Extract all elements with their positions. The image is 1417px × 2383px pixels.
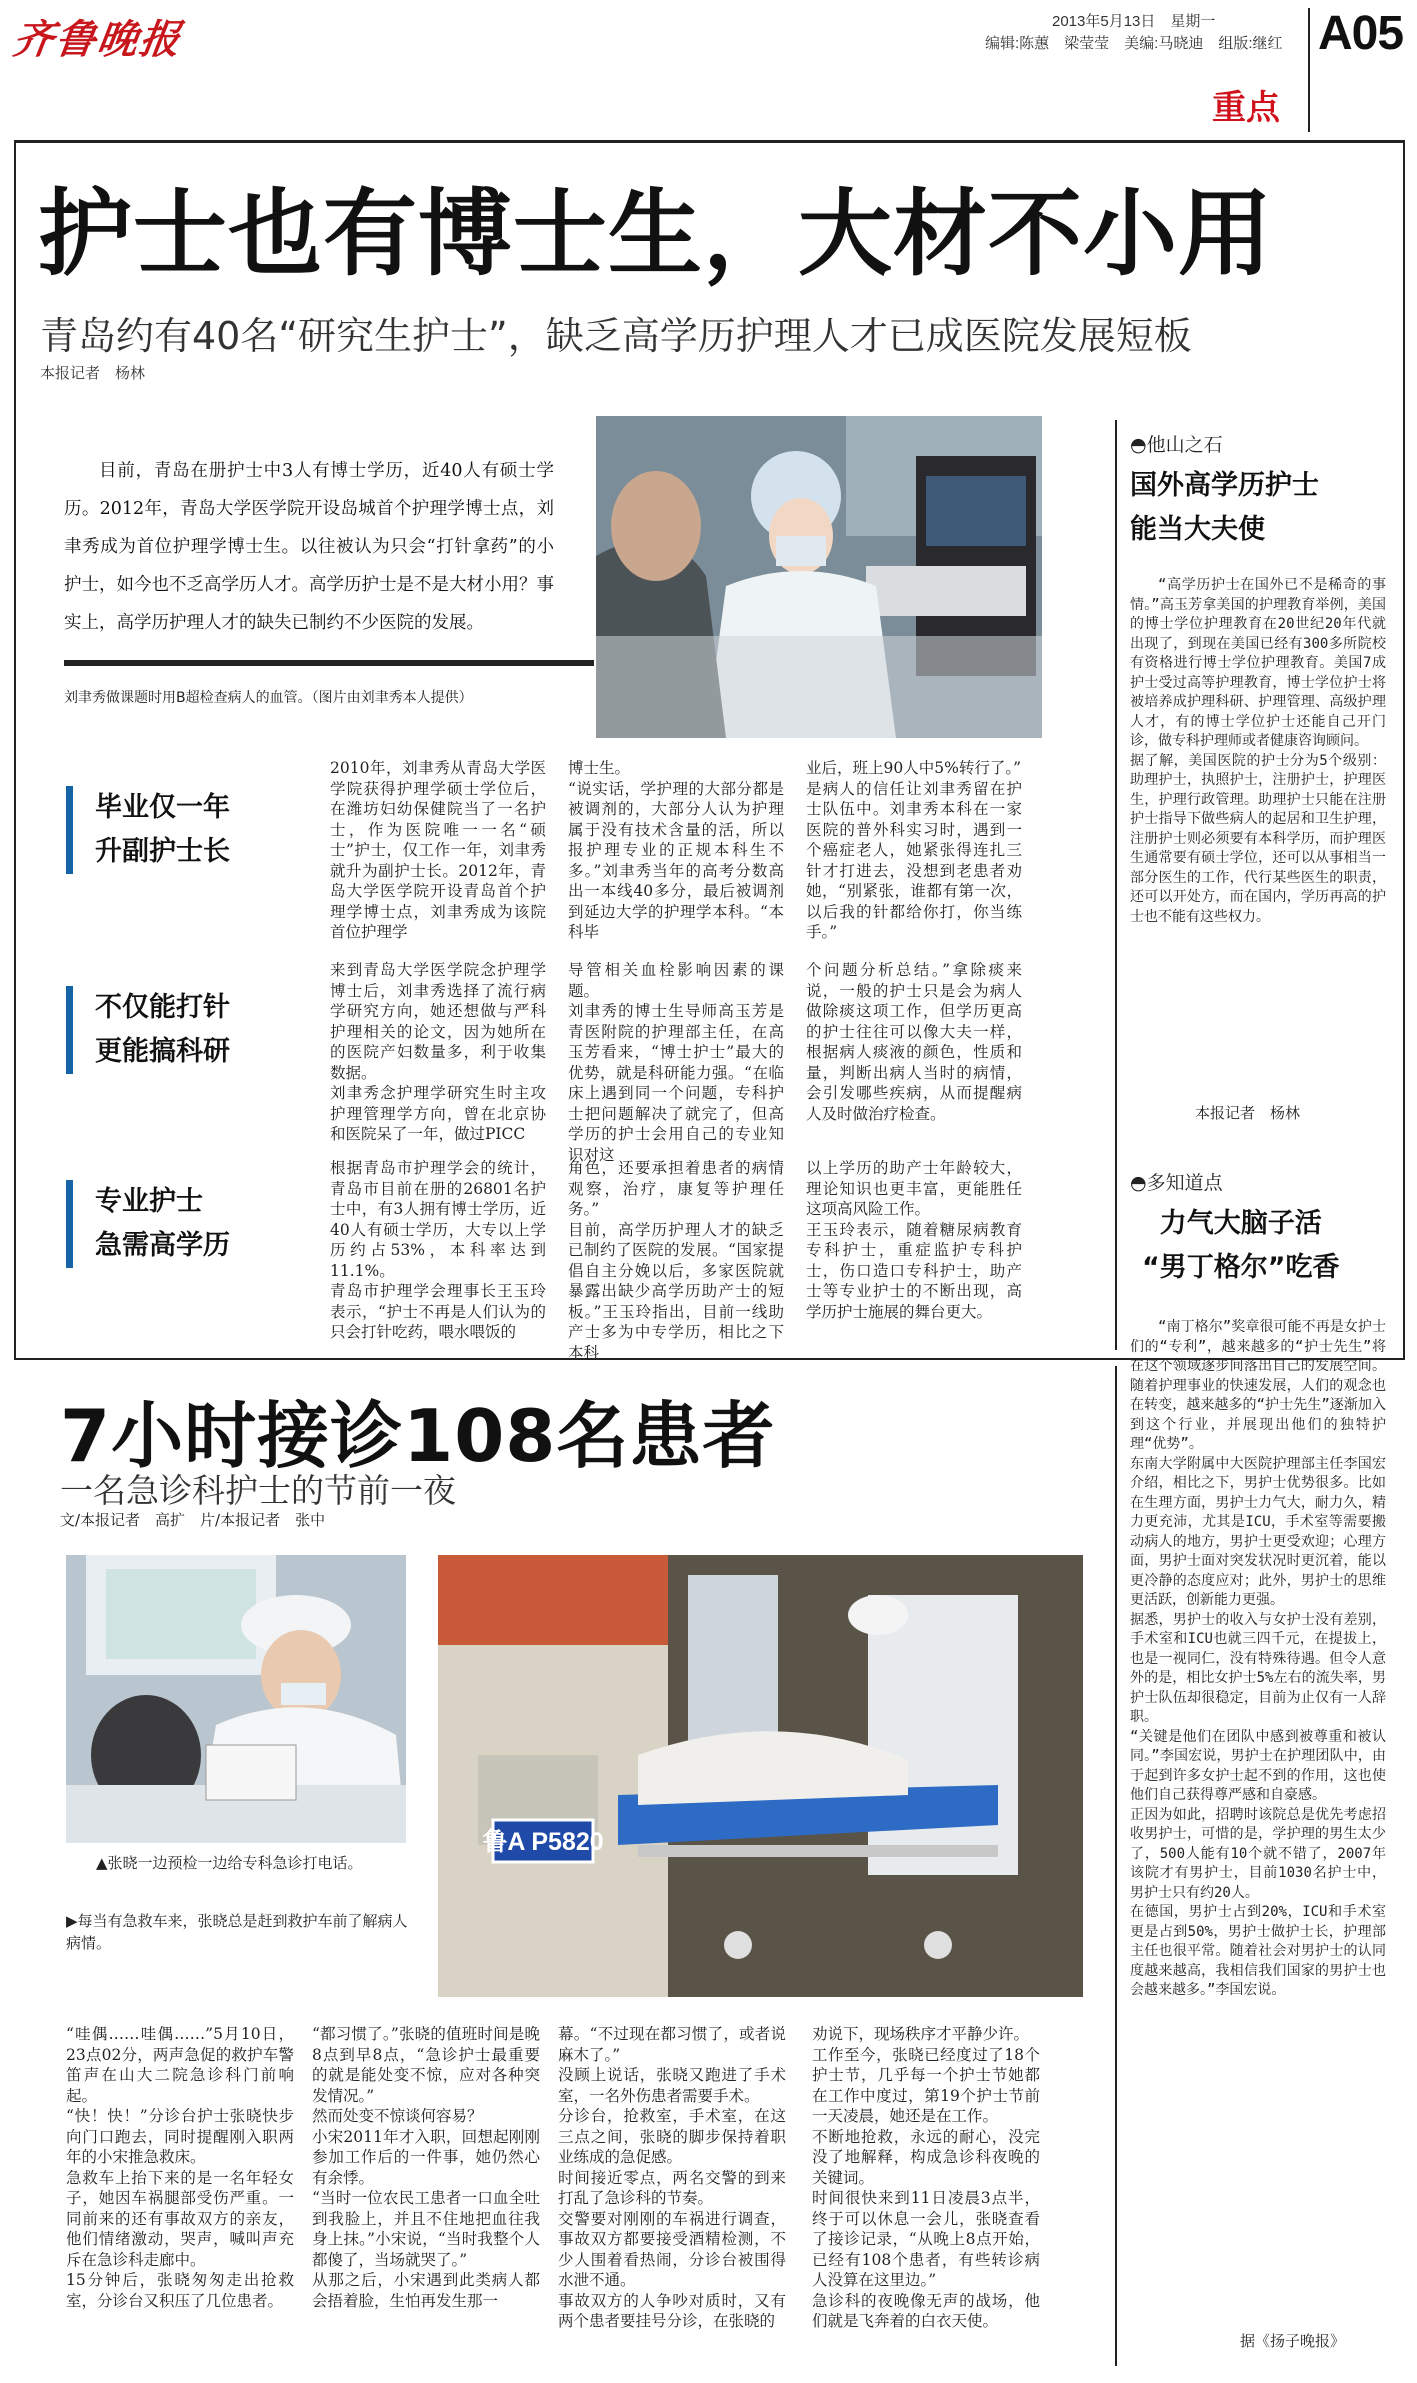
section-3-col-1: 根据青岛市护理学会的统计，青岛市目前在册的26801名护士中，有3人拥有博士学历，近40人有硕士学历，大专以上学历约占53%，本科率达到11.1%。 青岛市护理学会理事长王玉玲表示，“护士不再是人们认为的只会打针吃药，喂水喂饭的 [330, 1159, 546, 1341]
sidebar-2-kicker [1130, 1168, 1223, 1195]
circle-bullet-icon: ◓ [1130, 1172, 1147, 1194]
section-3-col-3: 以上学历的助产士年龄较大，理论知识也更丰富，更能胜任这项高风险工作。 王玉玲表示，随着糖尿病教育专科护士，重症监护专科护士，伤口造口专科护士，助产士等专业护士的不断出现，高学历护士施展的舞台更大。 [806, 1159, 1022, 1321]
sidebar-1-kicker [1130, 430, 1223, 457]
story-2-byline: 文/本报记者 高扩 片/本报记者 张中 [60, 1511, 326, 1529]
sidebar-2-kicker-text: 多知道点 [1146, 1172, 1223, 1194]
photo-caption: 刘聿秀做课题时用B超检查病人的血管。（图片由刘聿秀本人提供） [64, 690, 473, 706]
story-frame-left [14, 140, 16, 1360]
section-1-col-3: 业后，班上90人中5%转行了。” 是病人的信任让刘聿秀留在护士队伍中。刘聿秀本科在一家医院的普外科实习时，遇到一个癌症老人，她紧张得连扎三针才打进去，没想到老患者劝她，“别紧张，谁都有第一次，以后我的针都给你打，你当练手。” [806, 759, 1022, 941]
subhead-2 [66, 986, 276, 1074]
subhead-1 [66, 786, 276, 874]
headline: 护士也有博士生，大材不小用 [38, 180, 1274, 289]
triage-desk-photo [66, 1555, 406, 1843]
story-2-col-2: “都习惯了。”张晓的值班时间是晚8点到早8点，“急诊护士最重要的就是能处变不惊，应对各种突发情况。” 然而处变不惊谈何容易？ 小宋2011年才入职，回想起刚刚参加工作后的一件事，她仍然心有余悸。 “当时一位农民工患者一口血全吐到我脸上，并且不住地把血往我身上抹。”小宋说，“当时我整个人都傻了，当场就哭了。” 从那之后，小宋遇到此类病人都会捂着脸，生怕再发生那一 [312, 2025, 540, 2310]
story-2-col-1: “哇偶……哇偶……”5月10日，23点02分，两声急促的救护车警笛声在山大二院急诊科门前响起。 “快！快！”分诊台护士张晓快步向门口跑去，同时提醒刚入职两年的小宋推急救床。 急救车上抬下来的是一名年轻女子，她因车祸腿部受伤严重。一同前来的还有事故双方的亲友，他们情绪激动，哭声，喊叫声充斥在急诊科走廊中。 15分钟后，张晓匆匆走出抢救室，分诊台又积压了几位患者。 [66, 2025, 294, 2310]
subhead-1-text: 毕业仅一年 升副护士长 [95, 792, 230, 867]
section-label: 重点 [1212, 88, 1280, 128]
section-2-col-3: 个问题分析总结。”拿除痰来说，一般的护士只是会为病人做除痰这项工作，但学历更高的护士往往可以像大夫一样，根据病人痰液的颜色，性质和量，判断出病人当时的病情，会引发哪些疾病，从而提醒病人及时做治疗检查。 [806, 961, 1022, 1123]
story-frame-right [1403, 140, 1405, 1360]
header-divider [1308, 8, 1310, 132]
nurse-ultrasound-illustration [596, 416, 1042, 738]
section-3-col-2: 角色，还要承担着患者的病情观察，治疗，康复等护理任务。” 目前，高学历护理人才的缺乏已制约了医院的发展。“国家提倡自主分娩以后，多家医院就暴露出缺少高学历助产士的短板。”王玉玲指出，目前一线助产士多为中专学历，相比之下本科 [568, 1159, 784, 1362]
subhead-3 [66, 1180, 276, 1268]
lede-paragraph: 目前，青岛在册护士中3人有博士学历，近40人有硕士学历。2012年，青岛大学医学院开设岛城首个护理学博士点，刘聿秀成为首位护理学博士生。以往被认为只会“打针拿药”的小护士，如今也不乏高学历人才。高学历护士是不是大材小用？事实上，高学历护理人才的缺失已制约不少医院的发展。 [64, 461, 554, 633]
triage-desk-illustration [66, 1555, 406, 1843]
sidebar-1-byline: 本报记者 杨林 [1195, 1104, 1301, 1122]
page-number: A05 [1318, 7, 1404, 60]
photo-3-caption: ▶每当有急救车来，张晓总是赶到救护车前了解病人病情。 [66, 1912, 408, 1952]
sidebar-1-title: 国外高学历护士 能当大夫使 [1130, 470, 1319, 545]
story-2-col-4: 劝说下，现场秩序才平静少许。 工作至今，张晓已经度过了18个护士节，几乎每一个护士节她都在工作中度过，第19个护士节前一天凌晨，她还是在工作。 不断地抢救，永远的耐心，没完没了地解释，构成急诊科夜晚的关键词。 时间很快来到11日凌晨3点半，终于可以休息一会儿，张晓查看了接诊记录，“从晚上8点开始，已经有108个患者，有些转诊病人没算在这里边。” 急诊科的夜晚像无声的战场，他们就是飞奔着的白衣天使。 [812, 2025, 1040, 2330]
sidebar-1-kicker-text: 他山之石 [1146, 434, 1223, 456]
license-plate-text: 鲁A P5820 [482, 1828, 604, 1856]
ambulance-gurney-illustration [438, 1555, 1083, 1997]
story-2-headline: 7小时接诊108名患者 [60, 1394, 776, 1478]
nurse-ultrasound-photo [596, 416, 1042, 738]
story-2-subheadline: 一名急诊科护士的节前一夜 [60, 1471, 456, 1510]
subhead-3-text: 专业护士 急需高学历 [95, 1186, 230, 1261]
caption-rule [64, 660, 594, 666]
byline: 本报记者 杨林 [40, 364, 146, 382]
sidebar-2-credit: 据《扬子晚报》 [1240, 2332, 1346, 2350]
section-1-col-1: 2010年，刘聿秀从青岛大学医学院获得护理学硕士学位后，在潍坊妇幼保健院当了一名护士，作为医院唯一一名“硕士”护士，仅工作一年，刘聿秀就升为副护士长。2012年，青岛大学医学院开设青岛首个护理学博士点，刘聿秀成为该院首位护理学 [330, 759, 546, 941]
header-rule [14, 140, 1403, 143]
section-1-col-2: 博士生。 “说实话，学护理的大部分都是被调剂的，大部分人认为护理属于没有技术含量的活，所以报护理专业的正规本科生不多。”刘聿秀当年的高考分数高出一本线40多分，最后被调剂到延边大学的护理学本科。“本科毕 [568, 759, 784, 941]
circle-bullet-icon: ◓ [1130, 434, 1147, 456]
sidebar-1-body: “高学历护士在国外已不是稀奇的事情。”高玉芳拿美国的护理教育举例，美国的博士学位护理教育在20世纪20年代就出现了，到现在美国已经有300多所院校有资格进行博士学位护理教育。美国7成护士受过高等护理教育，博士学位护士将被培养成护理科研、护理管理、高级护理人才，有的博士学位护士还能自己开门诊，做专科护理师或者健康咨询顾问。 据了解，美国医院的护士分为5个级别：助理护士，执照护士，注册护士，护理医生，护理行政管理。助理护士只能在注册护士指导下做些病人的起居和卫生护理，注册护士则必须要有本科学历，而护理医生通常要有硕士学位，还可以从事相当一部分医生的工作，代行某些医生的职责，还可以开处方，而在国内，学历再高的护士也不能有这些权力。 [1130, 577, 1386, 925]
section-2-col-2: 导管相关血栓影响因素的课题。 刘聿秀的博士生导师高玉芳是青医附院的护理部主任，在高玉芳看来，“博士护士”最大的优势，就是科研能力强。“在临床上遇到同一个问题，专科护士把问题解决了就完了，但高学历的护士会用自己的专业知识对这 [568, 961, 784, 1164]
subhead-2-text: 不仅能打针 更能搞科研 [95, 992, 230, 1067]
story-2-col-3: 幕。“不过现在都习惯了，或者说麻木了。” 没顾上说话，张晓又跑进了手术室，一名外伤患者需要手术。 分诊台，抢救室，手术室，在这三点之间，张晓的脚步保持着职业练成的急促感。 时间接近零点，两名交警的到来打乱了急诊科的节奏。 交警要对刚刚的车祸进行调查，事故双方都要接受酒精检测，不少人围着看热闹，分诊台被围得水泄不通。 事故双方的人争吵对质时，又有两个患者要挂号分诊，在张晓的 [558, 2025, 786, 2330]
editors-line: 编辑:陈蕙 梁莹莹 美编:马晓迪 组版:继红 [985, 35, 1283, 52]
issue-date: 2013年5月13日 星期一 [1052, 13, 1216, 30]
subheadline: 青岛约有40名“研究生护士”，缺乏高学历护理人才已成医院发展短板 [40, 314, 1192, 358]
sidebar-2-title: 力气大脑子活 “男丁格尔”吃香 [1142, 1208, 1340, 1283]
ambulance-gurney-photo [438, 1555, 1083, 1997]
sidebar-divider-lower [1115, 1366, 1117, 2366]
photo-2-caption: ▲张晓一边预检一边给专科急诊打电话。 [96, 1854, 363, 1872]
section-2-col-1: 来到青岛大学医学院念护理学博士后，刘聿秀选择了流行病学研究方向，她还想做与严科护理相关的论文，因为她所在的医院产妇数量多，利于收集数据。 刘聿秀念护理学研究生时主攻护理管理学方向，曾在北京协和医院呆了一年，做过PICC [330, 961, 546, 1143]
sidebar-divider [1115, 420, 1117, 1350]
sidebar-2-body: “南丁格尔”奖章很可能不再是女护士们的“专利”，越来越多的“护士先生”将在这个领域逐步间落出自己的发展空间。随着护理事业的快速发展，人们的观念也在转变，越来越多的“护士先生”逐渐加入到这个行业，并展现出他们的独特护理“优势”。 东南大学附属中大医院护理部主任李国宏介绍，相比之下，男护士优势很多。比如在生理方面，男护士力气大，耐力久，精力更充沛，尤其是ICU，手术室等需要搬动病人的地方，男护士更受欢迎；心理方面，男护士面对突发状况时更沉着，能以更冷静的态度应对；此外，男护士的思维更活跃，创新能力更强。 据悉，男护士的收入与女护士没有差别，手术室和ICU也就三四千元，在提拔上，也是一视同仁，没有特殊待遇。但令人意外的是，相比女护士5%左右的流失率，男护士队伍却很稳定，目前为止仅有一人辞职。 “关键是他们在团队中感到被尊重和被认同。”李国宏说，男护士在护理团队中，由于起到许多女护士起不到的作用，这也使他们自己获得尊严感和自豪感。 正因为如此，招聘时该院总是优先考虑招收男护士，可惜的是，学护理的男生太少了，500人能有10个就不错了，2007年该院才有男护士，目前1030名护士中，男护士只有约20人。 在德国，男护士占到20%，ICU和手术室更是占到50%，男护士做护士长，护理部主任也很平常。随着社会对男护士的认同度越来越高，我相信我们国家的男护士也会越来越多。”李国宏说。 [1130, 1319, 1386, 1998]
newspaper-logo: 齐鲁晚报 [10, 16, 185, 63]
